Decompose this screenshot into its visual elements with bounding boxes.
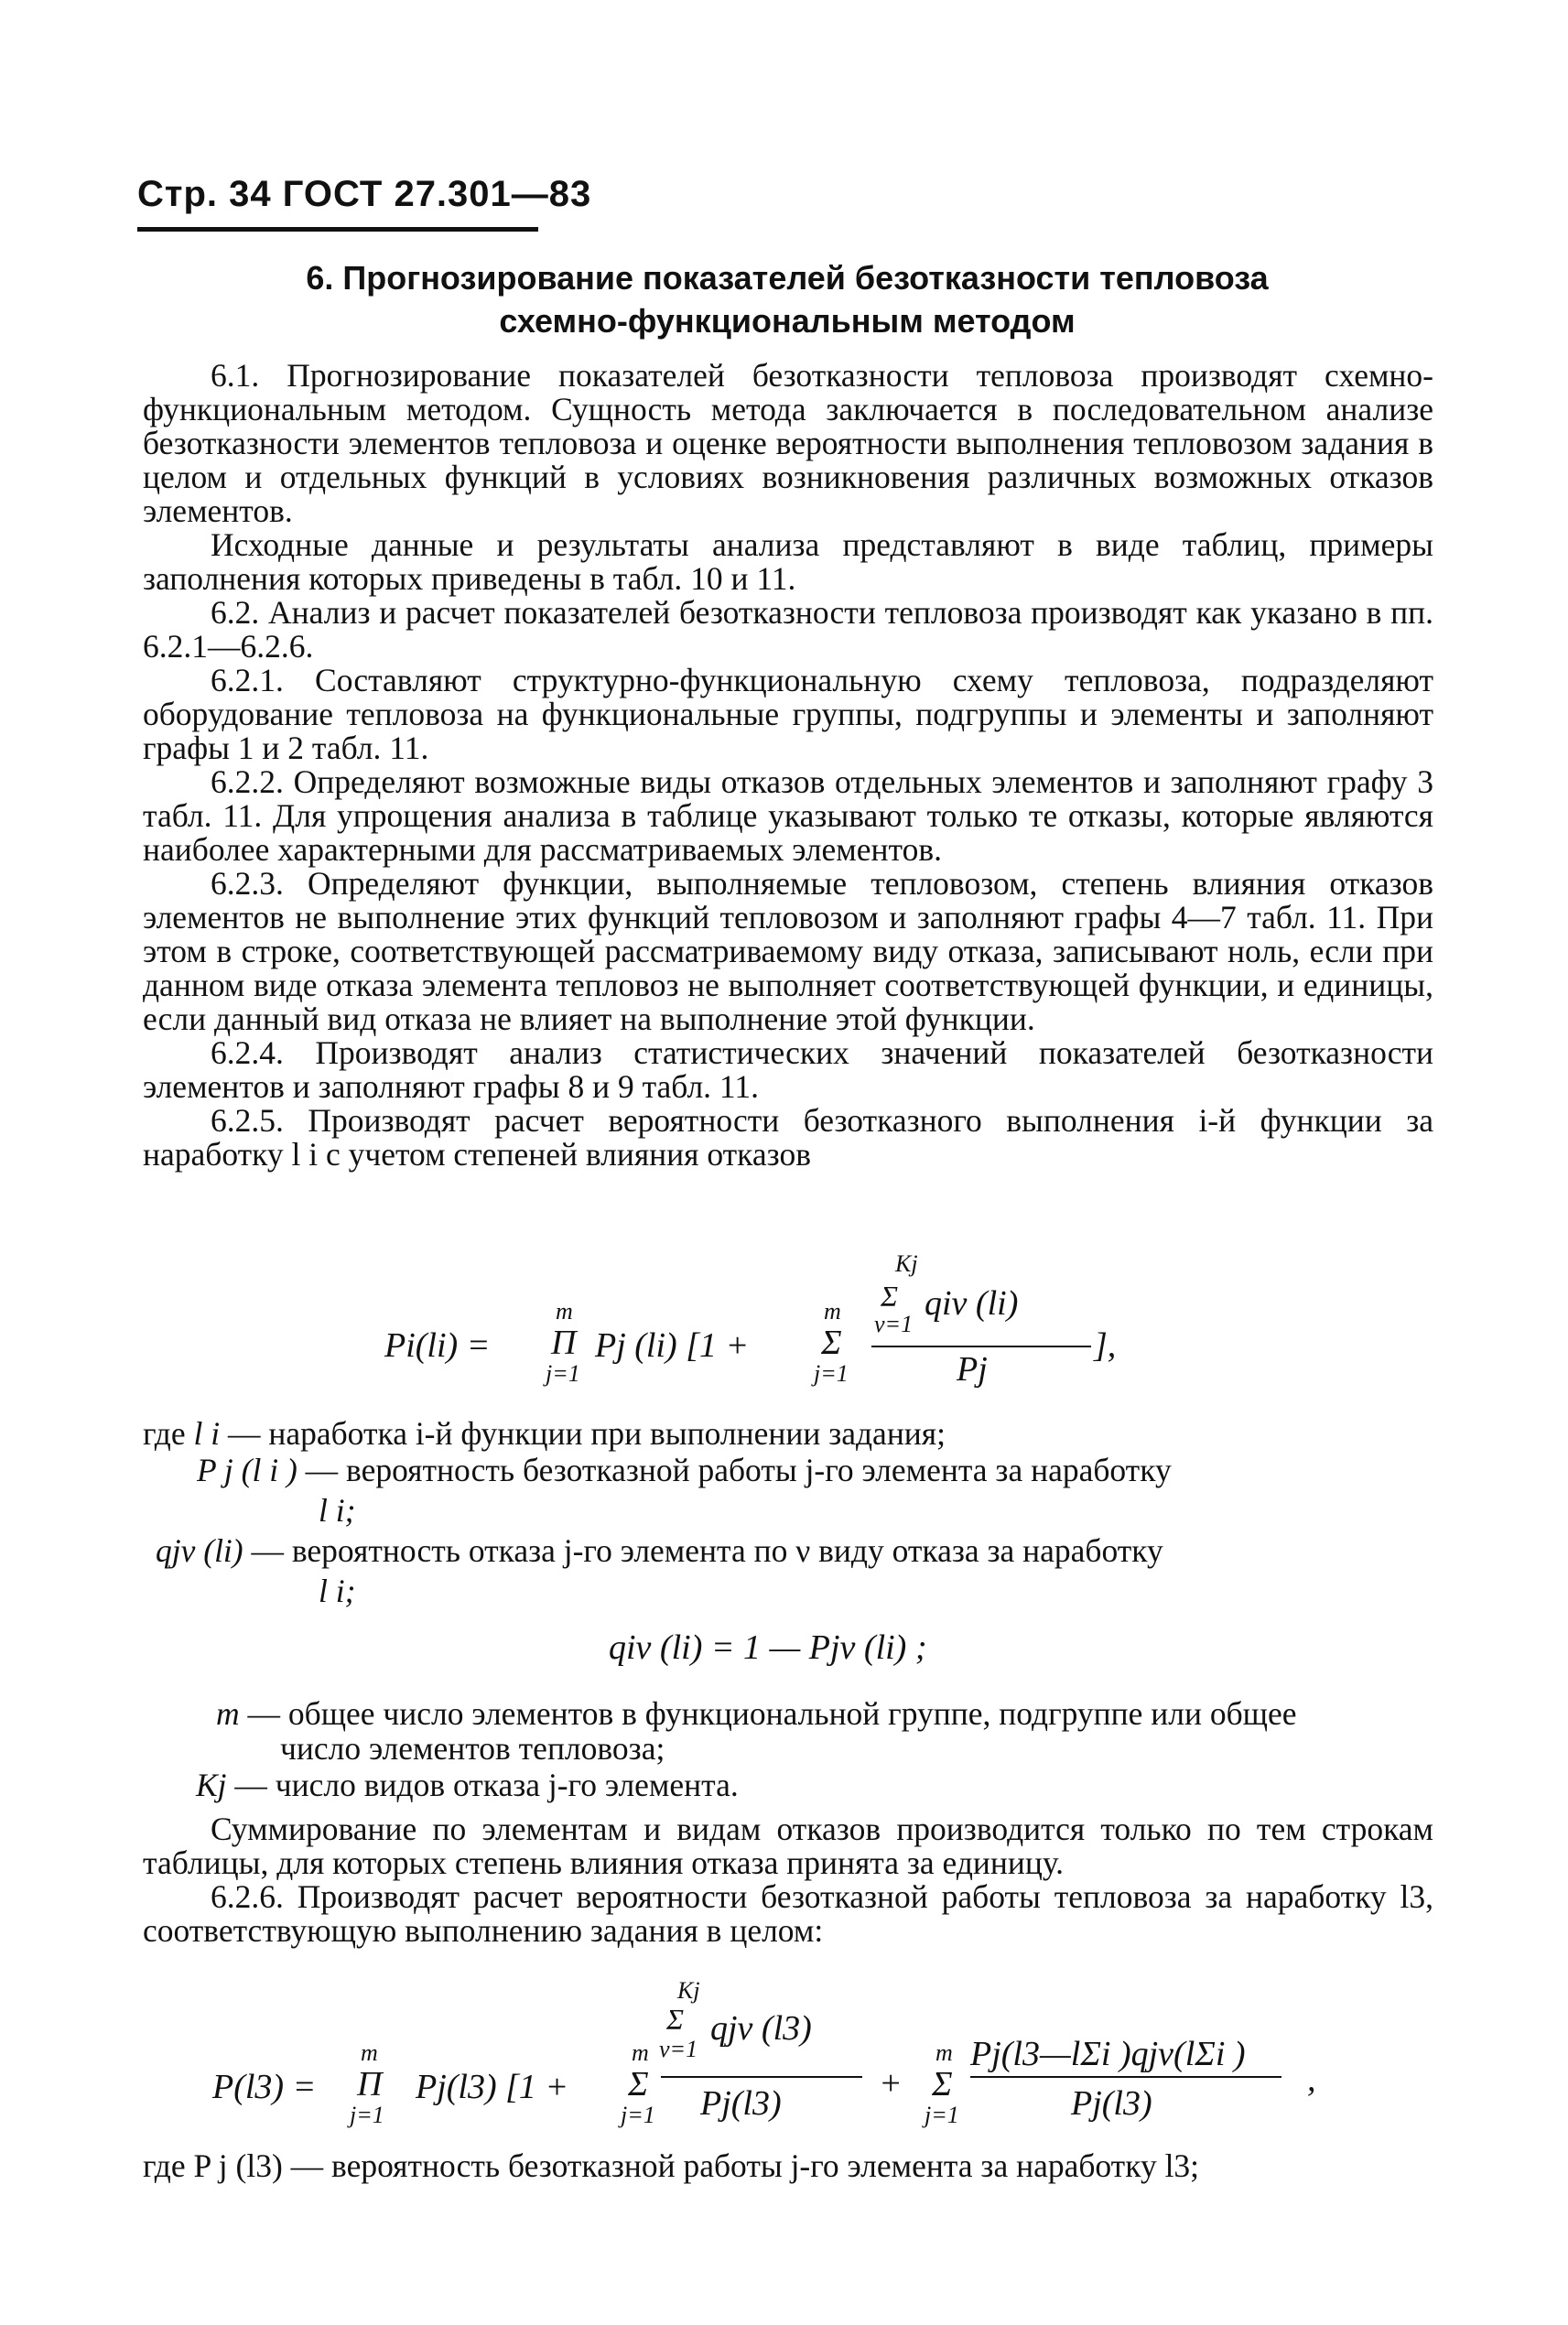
def-2-symbol: P j (l i ) <box>197 1452 297 1488</box>
formula-2-num2: Pj(l3—lΣi )qjν(lΣi ) <box>970 2035 1246 2073</box>
formula-1-prod-top: m <box>556 1298 573 1325</box>
def-4-text: — общее число элементов в функциональной группе, подгруппе или общее <box>247 1695 1297 1732</box>
formula-2-num1-top: Kj <box>677 1977 700 2004</box>
formula-2-tail: , <box>1307 2060 1316 2099</box>
formula-1-num-sum: Σ <box>881 1280 899 1313</box>
definition-4 <box>216 1695 1297 1732</box>
paragraph-6-2-4: 6.2.4. Производят анализ статистических значений показателей безотказности элементов и заполняют графы 8 и 9 табл. 11. <box>143 1034 1433 1105</box>
formula-2-factor: Pj(l3) [1 + <box>416 2068 569 2106</box>
section-title-line1: 6. Прогнозирование показателей безотказности тепловоза <box>306 259 1269 297</box>
formula-2-num1-bottom: ν=1 <box>659 2036 698 2062</box>
paragraph-6-2: 6.2. Анализ и расчет показателей безотказности тепловоза производят как указано в пп. 6.2.1—6.2.6. <box>143 594 1433 665</box>
formula-2-fraction-bar-2 <box>970 2076 1281 2078</box>
formula-2-num1-term: qjν (l3) <box>710 2009 812 2048</box>
formula-1-factor: Pj (li) [1 + <box>595 1326 750 1365</box>
page-header: Стр. 34 ГОСТ 27.301—83 <box>137 174 592 214</box>
def-5-symbol: Kj <box>196 1767 227 1803</box>
formula-2-sum2-bottom: j=1 <box>925 2102 959 2128</box>
formula-2-sum2-symbol: Σ <box>932 2065 953 2103</box>
definition-2 <box>197 1452 1172 1488</box>
formula-2-num1-sum: Σ <box>666 2003 685 2036</box>
formula-1-denominator: Pj <box>957 1350 988 1389</box>
formula-1-sum-top: m <box>824 1298 841 1325</box>
definition-3 <box>156 1532 1163 1569</box>
definition-2-cont: l i; <box>319 1492 356 1529</box>
formula-2-plus: + <box>879 2064 903 2103</box>
definition-3-cont: l i; <box>319 1573 356 1609</box>
formula-2-sum2-top: m <box>935 2039 953 2066</box>
formula-2-den2: Pj(l3) <box>1071 2084 1152 2123</box>
header-rule <box>137 227 538 232</box>
def-4-symbol: m <box>216 1695 240 1732</box>
formula-2-prod-bottom: j=1 <box>350 2102 384 2128</box>
formula-2-prod-top: m <box>361 2039 378 2066</box>
paragraph-6-2-3: 6.2.3. Определяют функции, выполняемые тепловозом, степень влияния отказов элементов не выполнение этих функций тепловозом и заполняют графы 4—7 табл. 11. При этом в строке, соответствующей рассматриваемому виду отказа, записывают ноль, если при данном виде отказа элемента тепловоз не выполняет соответствующей функции, и единицы, если данный вид отказа не влияет на выполнение этой функции. <box>143 865 1433 1037</box>
formula-1-tail: ], <box>1094 1326 1117 1365</box>
formula-1-num-bottom: ν=1 <box>874 1311 914 1337</box>
formula-2-prod-symbol: Π <box>357 2065 383 2103</box>
paragraph-6-1-b: Исходные данные и результаты анализа представляют в виде таблиц, примеры заполнения которых приведены в табл. 10 и 11. <box>143 526 1433 597</box>
definition-5 <box>196 1767 739 1803</box>
formula-2-sum1-symbol: Σ <box>628 2065 649 2103</box>
formula-2-den1: Pj(l3) <box>700 2084 782 2123</box>
formula-1-sum-symbol: Σ <box>821 1324 842 1362</box>
def-3-text: — вероятность отказа j-го элемента по ν виду отказа за наработку <box>251 1532 1163 1569</box>
def-2-text: — вероятность безотказной работы j-го элемента за наработку <box>305 1452 1172 1488</box>
formula-q-equation: qiν (li) = 1 — Pjν (li) ; <box>609 1628 927 1667</box>
paragraph-6-2-1: 6.2.1. Составляют структурно-функциональную схему тепловоза, подразделяют оборудование тепловоза на функциональные группы, подгруппы и элементы и заполняют графы 1 и 2 табл. 11. <box>143 662 1433 766</box>
definition-6: где P j (l3) — вероятность безотказной работы j-го элемента за наработку l3; <box>143 2147 1200 2184</box>
body-block-2 <box>143 1812 1433 1948</box>
definition-1 <box>143 1415 946 1452</box>
formula-2-sum1-bottom: j=1 <box>621 2102 655 2128</box>
def-1-symbol: l i <box>193 1415 221 1452</box>
paragraph-6-2-5: 6.2.5. Производят расчет вероятности безотказного выполнения i-й функции за наработку l i с учетом степеней влияния отказов <box>143 1102 1433 1173</box>
formula-1-prod-symbol: Π <box>551 1324 577 1362</box>
formula-1-sum-bottom: j=1 <box>814 1360 849 1387</box>
body-block-1 <box>143 359 1433 1172</box>
formula-1-num-term: qiν (li) <box>925 1284 1019 1323</box>
formula-1-num-top: Kj <box>895 1250 918 1277</box>
formula-1-fraction-bar <box>871 1346 1091 1347</box>
def-1-text: — наработка i-й функции при выполнении задания; <box>227 1415 946 1452</box>
formula-2-fraction-bar-1 <box>661 2076 862 2078</box>
definition-4-cont: число элементов тепловоза; <box>280 1730 665 1767</box>
paragraph-6-2-2: 6.2.2. Определяют возможные виды отказов отдельных элементов и заполняют графу 3 табл. 11. Для упрощения анализа в таблице указывают только те отказы, которые являются наиболее характерными для рассматриваемых элементов. <box>143 763 1433 868</box>
def-3-symbol: qjν (li) <box>156 1532 243 1569</box>
where-label: где <box>143 1415 186 1452</box>
formula-2-lhs: P(l3) = <box>212 2068 317 2106</box>
formula-1-prod-bottom: j=1 <box>546 1360 580 1387</box>
paragraph-6-2-6: 6.2.6. Производят расчет вероятности безотказной работы тепловоза за наработку l3, соответствующую выполнению задания в целом: <box>143 1878 1433 1949</box>
formula-2-sum1-top: m <box>632 2039 649 2066</box>
def-5-text: — число видов отказа j-го элемента. <box>234 1767 739 1803</box>
section-title-line2: схемно-функциональным методом <box>499 302 1076 340</box>
formula-1-lhs: Pi(li) = <box>384 1326 491 1365</box>
paragraph-6-1: 6.1. Прогнозирование показателей безотказности тепловоза производят схемно-функциональным методом. Сущность метода заключается в последовательном анализе безотказности элементов тепловоза и оценке вероятности выполнения тепловозом задания в целом и отдельных функций в условиях возникновения различных возможных отказов элементов. <box>143 357 1433 529</box>
paragraph-summation-note: Суммирование по элементам и видам отказов производится только по тем строкам таблицы, для которых степень влияния отказа принята за единицу. <box>143 1811 1433 1881</box>
